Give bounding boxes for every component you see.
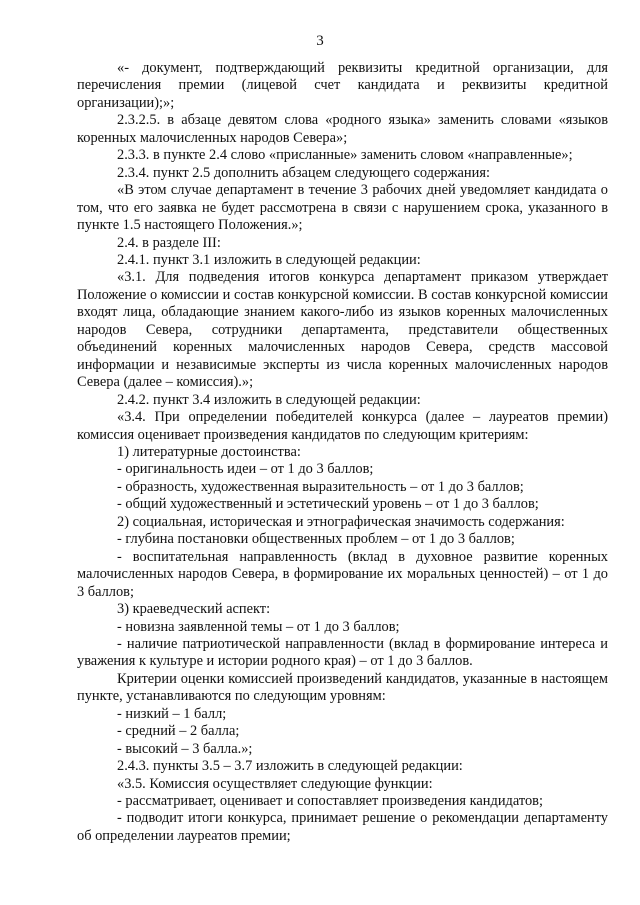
- paragraph: - глубина постановки общественных проблем – от 1 до 3 баллов;: [117, 531, 515, 548]
- paragraph: 2.3.2.5. в абзаце девятом слова «родного языка» заменить словами «языков коренных малочисленных народов Севера»;: [77, 112, 608, 146]
- paragraph: - новизна заявленной темы – от 1 до 3 баллов;: [117, 618, 400, 635]
- paragraph: «3.4. При определении победителей конкурса (далее – лауреатов премии) комиссия оценивает произведения кандидатов по следующим критериям:: [77, 409, 608, 443]
- paragraph: - общий художественный и эстетический уровень – от 1 до 3 баллов;: [117, 496, 539, 513]
- paragraph: Критерии оценки комиссией произведений кандидатов, указанные в настоящем пункте, устанавливаются по следующим уровням:: [77, 670, 608, 705]
- paragraph: 2) социальная, историческая и этнографическая значимость содержания:: [117, 513, 565, 530]
- paragraph: «3.5. Комиссия осуществляет следующие функции:: [117, 775, 433, 792]
- paragraph: - воспитательная направленность (вклад в духовное развитие коренных малочисленных народов Севера, в формирование их моральных ценностей) – от 1 до 3 баллов;: [77, 548, 608, 600]
- page-number: 3: [316, 33, 324, 49]
- paragraph: - высокий – 3 балла.»;: [117, 740, 253, 757]
- paragraph: 2.3.3. в пункте 2.4 слово «присланные» заменить словом «направленные»;: [117, 147, 573, 164]
- paragraph: - средний – 2 балла;: [117, 723, 240, 740]
- paragraph: - рассматривает, оценивает и сопоставляет произведения кандидатов;: [117, 793, 543, 810]
- paragraph: 2.4.2. пункт 3.4 изложить в следующей редакции:: [117, 391, 421, 408]
- paragraph: 2.4.1. пункт 3.1 изложить в следующей редакции:: [117, 251, 421, 268]
- paragraph: - оригинальность идеи – от 1 до 3 баллов;: [117, 461, 374, 478]
- paragraph: - подводит итоги конкурса, принимает решение о рекомендации департаменту об определении лауреатов премии;: [77, 810, 608, 844]
- paragraph: - образность, художественная выразительность – от 1 до 3 баллов;: [117, 478, 524, 495]
- paragraph: 2.4.3. пункты 3.5 – 3.7 изложить в следующей редакции:: [117, 758, 463, 775]
- paragraph: - низкий – 1 балл;: [117, 705, 227, 722]
- paragraph: 1) литературные достоинства:: [117, 443, 301, 460]
- paragraph: «3.1. Для подведения итогов конкурса департамент приказом утверждает Положение о комиссии и состав конкурсной комиссии. В состав конкурсной комиссии входят лица, обладающие знанием какого-либо из языков коренных малочисленных народов Севера, сотрудники департамента, представители общественных объединений коренных малочисленных народов Севера, средств массовой информации и независимые эксперты из числа коренных малочисленных народов Севера (далее – комиссия).»;: [77, 269, 608, 391]
- document-body: [77, 60, 608, 845]
- paragraph: - наличие патриотической направленности (вклад в формирование интереса и уважения к культуре и истории родного края) – от 1 до 3 баллов.: [77, 635, 608, 670]
- paragraph: 3) краеведческий аспект:: [117, 601, 271, 618]
- paragraph: 2.4. в разделе III:: [117, 234, 221, 251]
- paragraph: «- документ, подтверждающий реквизиты кредитной организации, для перечисления премии (лицевой счет кандидата и реквизиты кредитной организации);»;: [77, 60, 608, 111]
- paragraph: 2.3.4. пункт 2.5 дополнить абзацем следующего содержания:: [117, 164, 490, 181]
- paragraph: «В этом случае департамент в течение 3 рабочих дней уведомляет кандидата о том, что его заявка не будет рассмотрена в связи с нарушением срока, указанного в пункте 1.5 настоящего Положения.»;: [77, 182, 608, 234]
